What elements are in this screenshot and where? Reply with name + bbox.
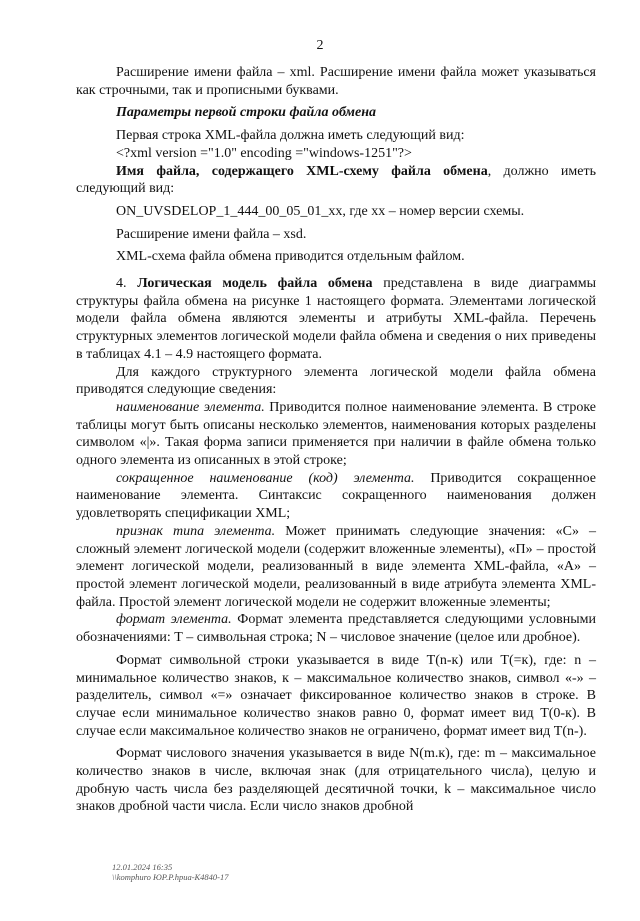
schema-note: XML-схема файла обмена приводится отдельным файлом.	[116, 249, 465, 265]
paragraph-extension: Расширение имени файла – xml. Расширение имени файла может указываться как строчными, так и прописными буквами.	[76, 65, 596, 98]
element-type-desc: Может принимать следующие значения: «С» – сложный элемент логической модели (содержит вложенные элементы), «П» – простой элемент логической модели, реализованный в виде элемента XML-файла, «А» – простой элемент логической модели, реализованный в виде атрибута элемента XML-файла. Простой элемент логической модели не содержит вложенные элементы;	[76, 523, 596, 610]
paragraph-string-format: Формат символьной строки указывается в виде Т(n-к) или Т(=к), где: n – минимальное количество знаков, к – максимальное количество знаков, символ «-» – разделитель, символ «=» означает фиксированное количество знаков в строке. В случае если минимальное количество знаков равно 0, формат имеет вид Т(0-к). В случае если максимальное количество знаков не ограничено, формат имеет вид Т(n-).	[76, 652, 596, 739]
document-body	[76, 64, 596, 816]
paragraph-number-format: Формат числового значения указывается в виде N(m.к), где: m – максимальное количество знаков в числе, включая знак (для отрицательного числа), целую и дробную часть числа без разделяющей десятичной точки, k – максимальное число знаков дробной части числа. Если число знаков дробной	[76, 746, 596, 815]
item-element-format	[76, 611, 596, 646]
paragraph-schema-name	[76, 163, 596, 198]
stamp-datetime: 12.01.2024 16:35	[112, 862, 173, 872]
paragraph-element-info: Для каждого структурного элемента логической модели файла обмена приводятся следующие сведения:	[76, 364, 596, 398]
item-element-name	[76, 399, 596, 470]
element-type-term: признак типа элемента.	[116, 523, 276, 539]
element-name-desc: Приводится полное наименование элемента. В строке таблицы могут быть описаны несколько элементов, наименования которых разделены символом «|». Такая форма записи применяется при наличии в файле обмена только одного элемента из описанных в этой строке;	[76, 399, 596, 469]
schema-extension: Расширение имени файла – xsd.	[116, 226, 307, 242]
element-format-desc: Формат элемента представляется следующими условными обозначениями: Т – символьная строка; N – числовое значение (целое или дробное).	[76, 612, 596, 646]
print-stamp	[112, 862, 229, 882]
stamp-path: \\komphuro ЮР.Р.hpua-К4840-17	[112, 872, 229, 882]
element-format-term: формат элемента.	[116, 612, 232, 628]
schema-name-bold: Имя файла, содержащего XML-схему файла обмена	[116, 163, 488, 179]
logical-model-rest: представлена в виде диаграммы структуры файла обмена на рисунке 1 настоящего формата. Элементами логической модели файла обмена являются элементы и атрибуты XML-файла. Перечень структурных элементов логической модели файла обмена и сведения о них приведены в таблицах 4.1 – 4.9 настоящего формата.	[76, 276, 597, 362]
xml-declaration: <?xml version ="1.0" encoding ="windows-1251"?>	[116, 145, 412, 161]
schema-name-rest: , должно иметь следующий вид:	[76, 163, 596, 197]
schema-file-name: ON_UVSDELOP_1_444_00_05_01_xx, где xx – номер версии схемы.	[116, 203, 525, 219]
element-code-desc: Приводится сокращенное наименование элемента. Синтаксис сокращенного наименования должен удовлетворять спецификации XML;	[76, 470, 596, 522]
element-code-term: сокращенное наименование (код) элемента.	[116, 470, 415, 486]
item-element-type	[76, 523, 596, 612]
item-element-code	[76, 470, 596, 523]
section-number: 4.	[116, 276, 138, 292]
element-name-term: наименование элемента.	[116, 399, 265, 415]
paragraph-logical-model	[76, 275, 596, 364]
paragraph-first-line-intro: Первая строка XML-файла должна иметь следующий вид:	[116, 128, 465, 144]
page-number: 2	[316, 38, 324, 53]
logical-model-bold: Логическая модель файла обмена	[137, 276, 373, 292]
section-heading-first-line: Параметры первой строки файла обмена	[116, 105, 376, 121]
